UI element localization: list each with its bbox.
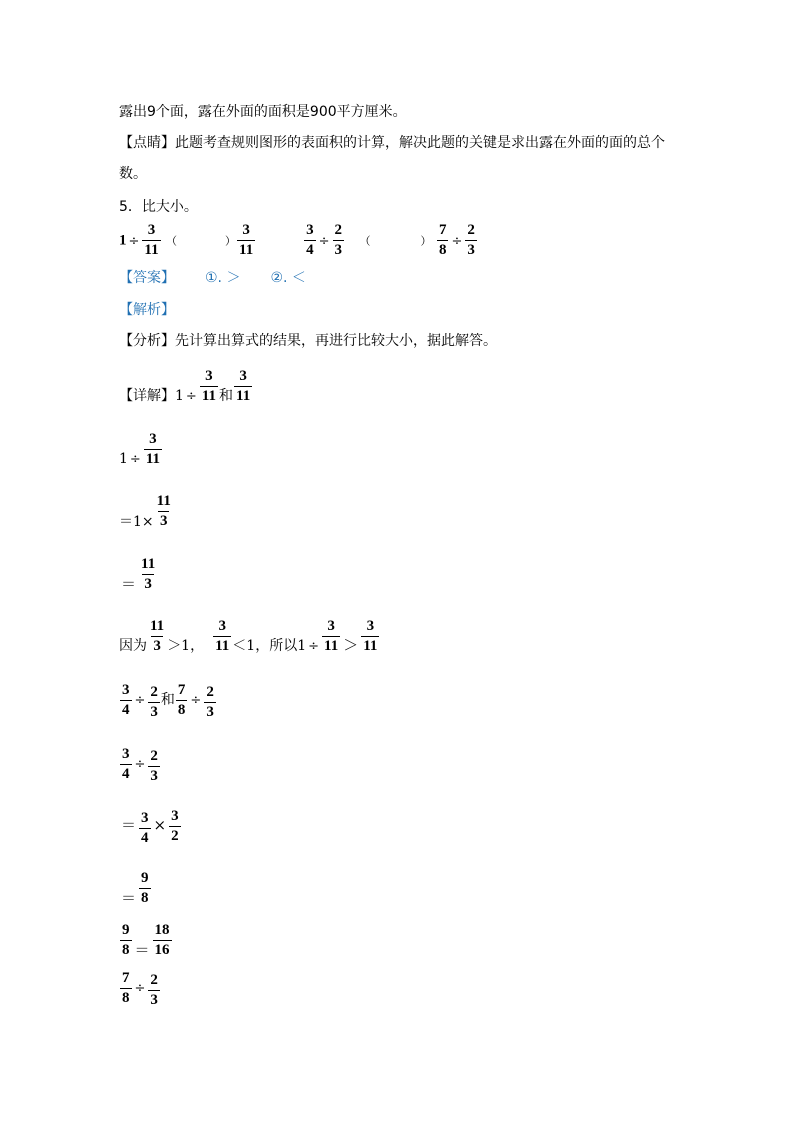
fraction-3-11: $\frac{3}{11}$ — [215, 618, 230, 654]
fraction-3-4: $\frac{3}{4}$ — [122, 746, 130, 782]
fraction-9-8: $\frac{9}{8}$ — [141, 870, 149, 906]
fraction-2-3: $\frac{2}{3}$ — [334, 222, 343, 258]
fraction-2-3: $\frac{2}{3}$ — [150, 972, 158, 1008]
comment-line-2: 数。 — [119, 166, 147, 182]
step-compare-1: 因为 $\frac{11}{3}$ ＞1， $\frac{3}{11}$ ＜1，所以1 ÷ $\frac{3}{11}$ ＞ $\frac{3}{11}$ — [119, 618, 378, 654]
answer-line: 【答案】 ①. ＞ ②. ＜ — [119, 270, 306, 286]
fraction-3-11: $\frac{3}{11}$ — [239, 222, 254, 258]
fraction-3-11: $\frac{3}{11}$ — [145, 431, 161, 467]
fraction-11-3: $\frac{11}{3}$ — [156, 493, 171, 529]
fraction-7-8: $\frac{7}{8}$ — [438, 222, 447, 258]
fraction-2-3: $\frac{2}{3}$ — [150, 684, 158, 720]
fraction-3-11: $\frac{3}{11}$ — [201, 368, 217, 404]
fraction-3-11: $\frac{3}{11}$ — [363, 618, 378, 654]
step-7: $\frac{9}{8}$ ＝ $\frac{18}{16}$ — [122, 922, 170, 959]
fraction-3-11: $\frac{3}{11}$ — [144, 222, 159, 258]
analysis-line: 【分析】先计算出算式的结果，再进行比较大小，据此解答。 — [119, 333, 497, 349]
step-intro-2: $\frac{3}{4}$ ÷ $\frac{2}{3}$ 和 $\frac{7}{8}$ ÷ $\frac{2}{3}$ — [122, 682, 214, 720]
fraction-18-16: $\frac{18}{16}$ — [154, 922, 170, 958]
step-1: 1 ÷ $\frac{3}{11}$ — [119, 431, 161, 467]
fraction-2-3: $\frac{2}{3}$ — [206, 684, 214, 720]
comment-line-1: 【点睛】此题考查规则图形的表面积的计算，解决此题的关键是求出露在外面的面的总个 — [119, 135, 665, 151]
fraction-2-3: $\frac{2}{3}$ — [467, 222, 475, 258]
fraction-9-8: $\frac{9}{8}$ — [122, 922, 130, 958]
question-title: 5．比大小。 — [119, 199, 198, 215]
step-2: ＝1× $\frac{11}{3}$ — [119, 493, 171, 530]
step-5: ＝ $\frac{3}{4}$ × $\frac{3}{2}$ — [121, 808, 179, 846]
question-expressions: 1 ÷ $\frac{3}{11}$ （ ） $\frac{3}{11}$ $\frac{3}{4}$ ÷ $\frac{2}{3}$ （ ） $\frac{7}{8}$ ÷ $\frac{2}{3}$ — [119, 222, 475, 258]
step-3: ＝ $\frac{11}{3}$ — [121, 556, 156, 593]
step-4: $\frac{3}{4}$ ÷ $\frac{2}{3}$ — [122, 746, 158, 784]
intro-line-1: 露出9个面，露在外面的面积是900平方厘米。 — [119, 104, 407, 120]
fraction-3-11: $\frac{3}{11}$ — [236, 368, 251, 404]
fraction-3-4: $\frac{3}{4}$ — [122, 682, 130, 718]
fraction-3-2: $\frac{3}{2}$ — [171, 808, 179, 844]
fraction-3-11: $\frac{3}{11}$ — [324, 618, 339, 654]
fraction-11-3: $\frac{11}{3}$ — [141, 556, 156, 592]
analysis-tag: 【解析】 — [119, 302, 175, 318]
step-6: ＝ $\frac{9}{8}$ — [121, 870, 149, 907]
detail-intro: 【详解】1 ÷ $\frac{3}{11}$ 和 $\frac{3}{11}$ — [119, 368, 251, 404]
fraction-7-8: $\frac{7}{8}$ — [122, 970, 130, 1006]
fraction-2-3: $\frac{2}{3}$ — [150, 748, 158, 784]
step-8: $\frac{7}{8}$ ÷ $\frac{2}{3}$ — [122, 970, 158, 1008]
fraction-7-8: $\frac{7}{8}$ — [177, 682, 186, 718]
fraction-3-4: $\frac{3}{4}$ — [141, 810, 149, 846]
fraction-3-4: $\frac{3}{4}$ — [306, 222, 314, 258]
fraction-11-3: $\frac{11}{3}$ — [150, 618, 165, 654]
